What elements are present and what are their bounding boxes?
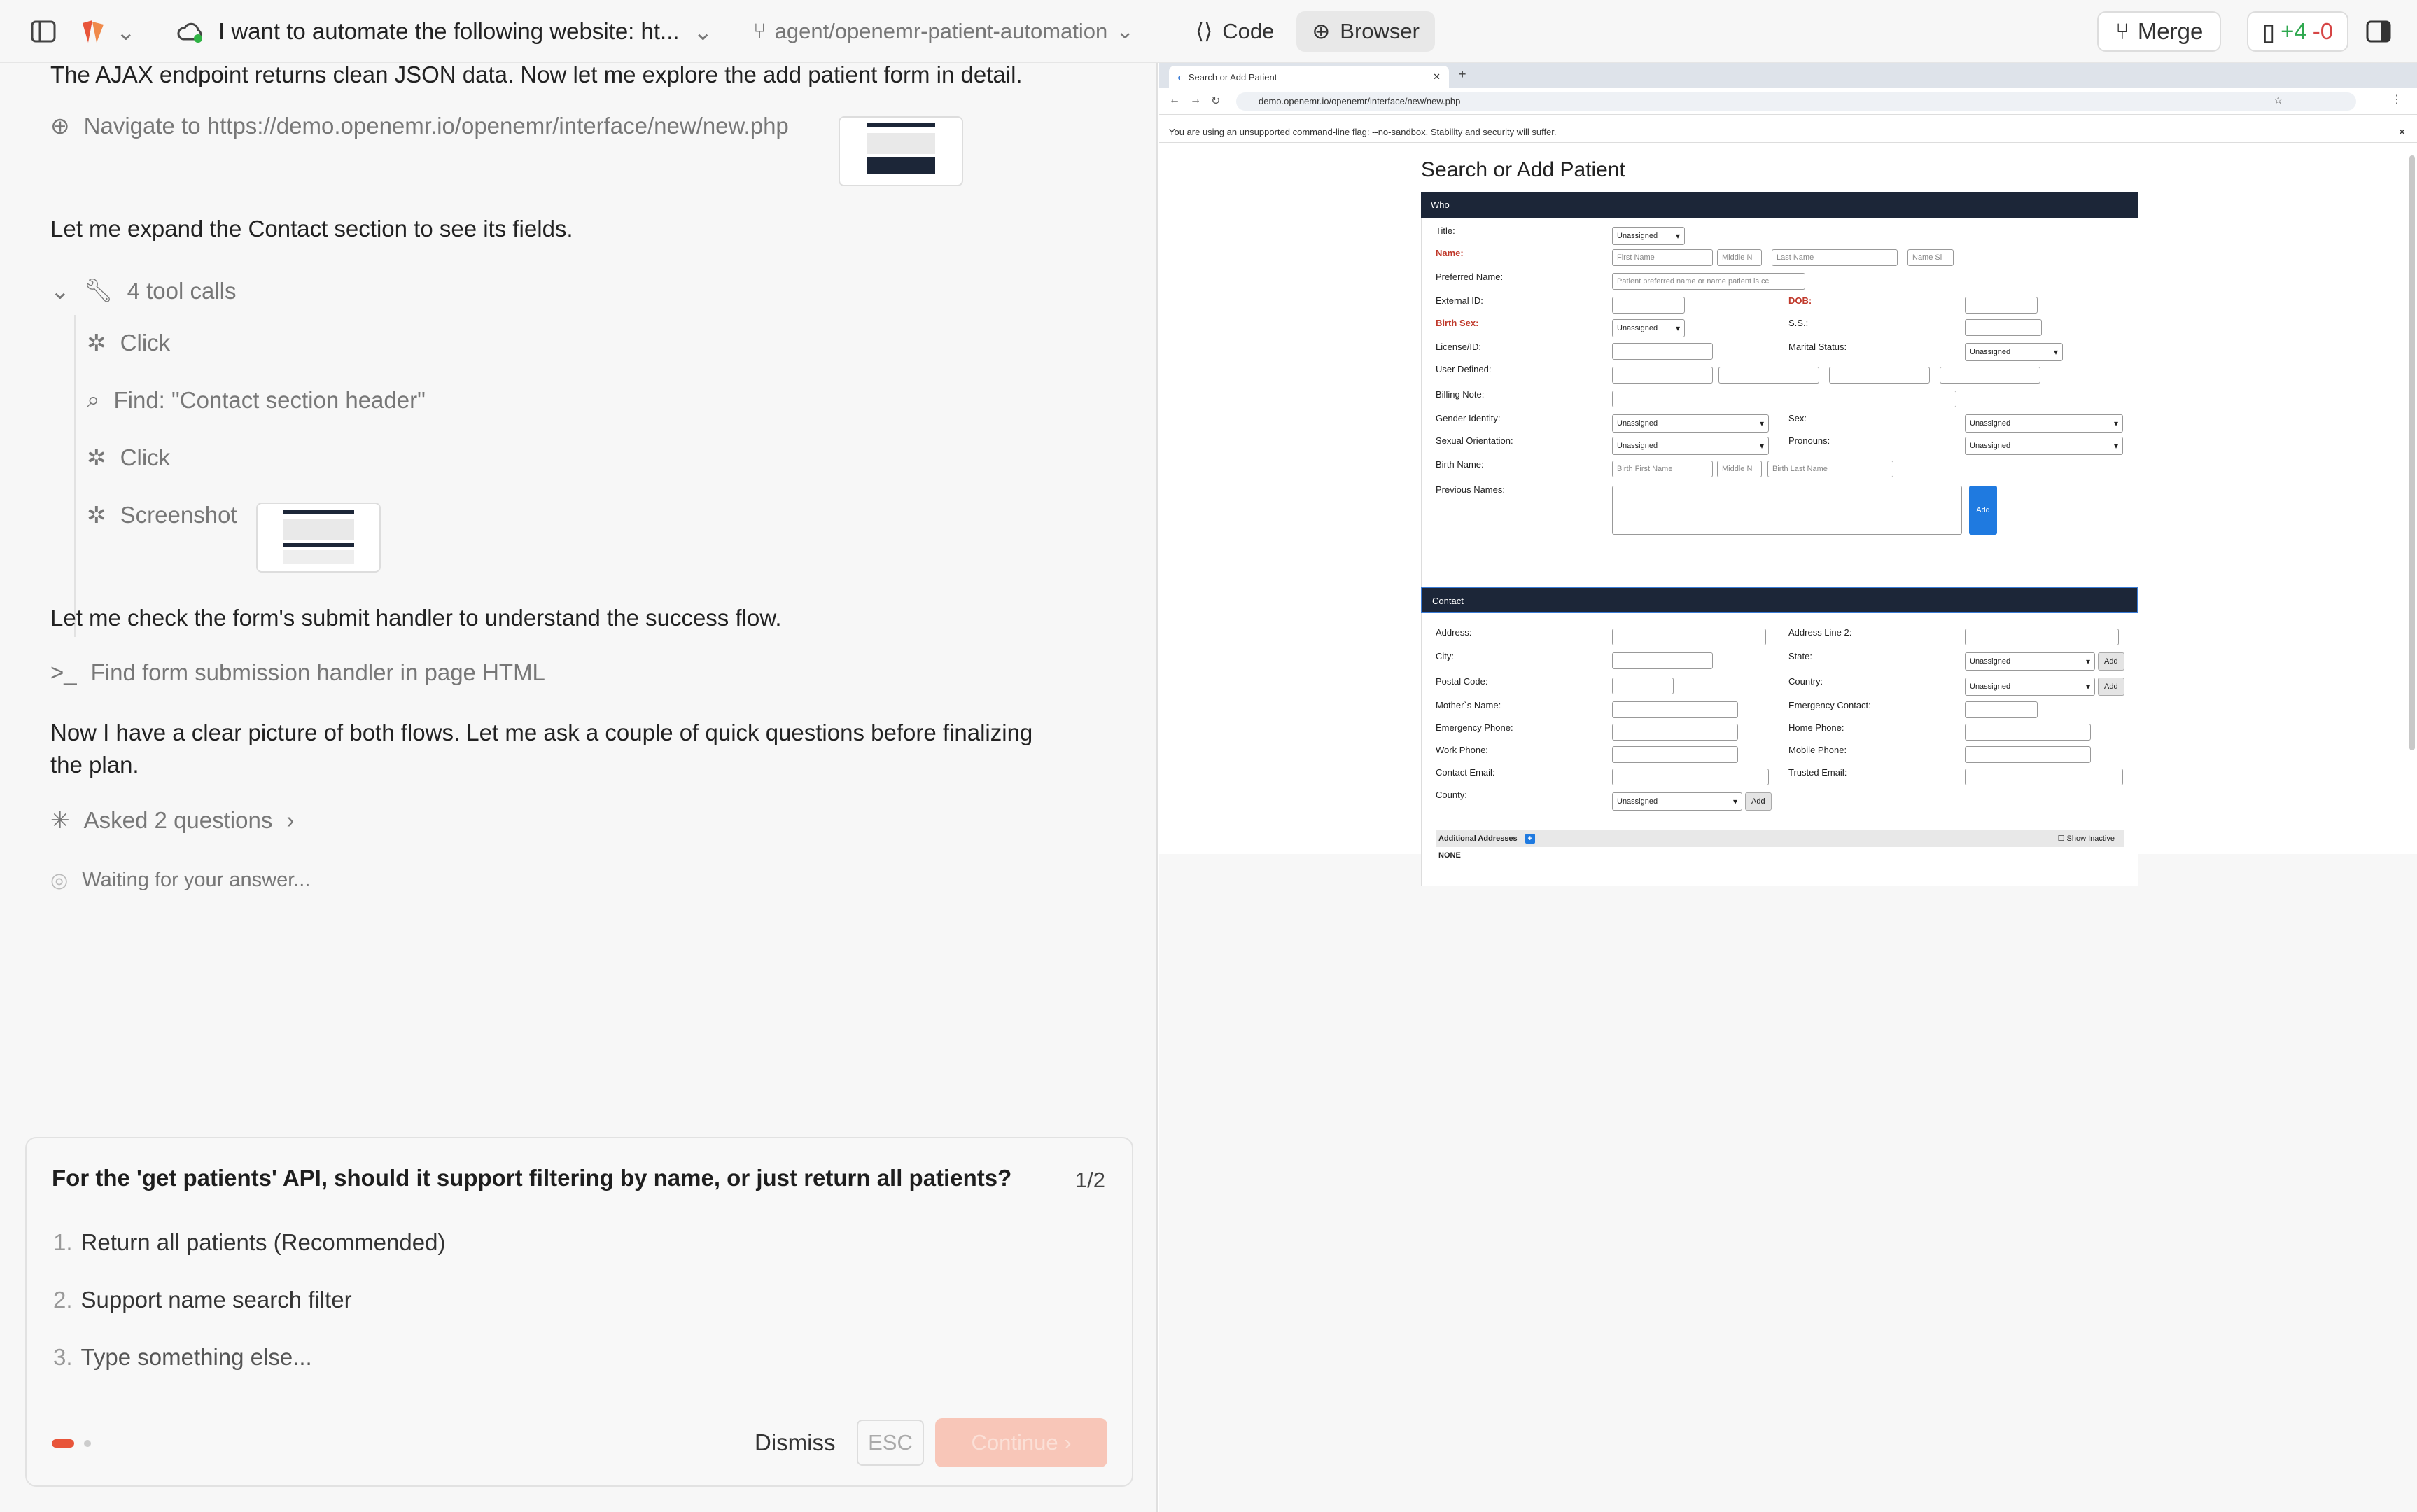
field-label: Postal Code: bbox=[1436, 676, 1488, 687]
terminal-tool-label: Find form submission handler in page HTML bbox=[90, 659, 545, 685]
field-label: Mother`s Name: bbox=[1436, 700, 1501, 710]
browser-menu-icon[interactable]: ⋮ bbox=[2391, 94, 2402, 106]
field-label: Name: bbox=[1436, 248, 1464, 258]
option-number: 1. bbox=[53, 1229, 73, 1255]
user-defined-input[interactable] bbox=[1829, 367, 1930, 384]
panel-toggle-icon[interactable] bbox=[2366, 0, 2391, 63]
field-label: External ID: bbox=[1436, 295, 1483, 306]
tool-call-find[interactable] bbox=[87, 386, 426, 414]
assistant-message: The AJAX endpoint returns clean JSON data. Now let me explore the add patient form in detail. bbox=[50, 63, 1023, 88]
search-icon: ⌕ bbox=[87, 386, 100, 412]
contact-section-body bbox=[1421, 613, 2138, 886]
tool-call-label: Click bbox=[120, 329, 171, 356]
field-label: Title: bbox=[1436, 225, 1455, 236]
branch-name: agent/openemr-patient-automation bbox=[774, 19, 1108, 43]
state-select[interactable]: Unassigned ▾ bbox=[1965, 652, 2095, 671]
tool-call-label: Click bbox=[120, 444, 171, 470]
question-counter: 1/2 bbox=[1074, 1168, 1105, 1192]
new-tab-icon[interactable]: + bbox=[1459, 67, 1466, 81]
close-icon[interactable]: ✕ bbox=[2398, 127, 2406, 137]
ss-input[interactable] bbox=[1965, 319, 2042, 336]
option-label: Type something else... bbox=[80, 1344, 312, 1370]
add-previous-name-button[interactable]: Add bbox=[1969, 486, 1997, 535]
asked-questions-toggle[interactable] bbox=[50, 806, 294, 834]
asked-questions-label: Asked 2 questions bbox=[83, 806, 273, 833]
chevron-right-icon: › bbox=[286, 806, 295, 833]
user-defined-input[interactable] bbox=[1612, 367, 1713, 384]
field-label: Marital Status: bbox=[1788, 342, 1847, 352]
middle-name-input[interactable]: Middle N bbox=[1717, 249, 1762, 266]
add-county-button[interactable]: Add bbox=[1745, 792, 1772, 811]
continue-label: Continue bbox=[971, 1430, 1058, 1455]
field-label: Emergency Phone: bbox=[1436, 722, 1513, 733]
scrollbar-thumb[interactable] bbox=[2409, 155, 2415, 750]
waiting-label: Waiting for your answer... bbox=[82, 869, 311, 891]
tool-call-screenshot[interactable] bbox=[87, 501, 237, 528]
marital-status-select[interactable]: Unassigned ▾ bbox=[1965, 343, 2063, 361]
esc-key-hint: ESC bbox=[857, 1420, 924, 1466]
field-label: DOB: bbox=[1788, 295, 1812, 306]
diff-stats-button[interactable] bbox=[2247, 11, 2348, 52]
field-label: Birth Name: bbox=[1436, 459, 1484, 470]
preferred-name-input[interactable]: Patient preferred name or name patient is cc bbox=[1612, 273, 1805, 290]
sexual-orientation-select[interactable]: Unassigned ▾ bbox=[1612, 437, 1769, 455]
app-logo-menu[interactable] bbox=[78, 0, 136, 63]
tool-call-label: Screenshot bbox=[120, 501, 237, 528]
field-label: Work Phone: bbox=[1436, 745, 1488, 755]
navigate-screenshot-thumbnail[interactable] bbox=[839, 116, 963, 186]
first-name-input[interactable]: First Name bbox=[1612, 249, 1713, 266]
patient-form bbox=[1421, 158, 2138, 886]
merge-label: Merge bbox=[2137, 18, 2204, 44]
globe-icon: ⊕ bbox=[50, 113, 70, 139]
page-dot-active bbox=[52, 1439, 74, 1448]
favicon-icon: ◐ bbox=[1177, 71, 1183, 83]
mobile-phone-input[interactable] bbox=[1965, 746, 2091, 763]
browser-tab[interactable] bbox=[1169, 66, 1449, 88]
field-label: Gender Identity: bbox=[1436, 413, 1501, 424]
trusted-email-input[interactable] bbox=[1965, 769, 2123, 785]
field-label: Home Phone: bbox=[1788, 722, 1844, 733]
assistant-message-line: Now I have a clear picture of both flows. Let me ask a couple of quick questions before finalizing bbox=[50, 720, 1033, 746]
additional-addresses-label: Additional Addresses bbox=[1438, 834, 1518, 843]
spinner-icon: ✳ bbox=[50, 807, 70, 833]
show-inactive-label: Show Inactive bbox=[2066, 834, 2115, 843]
option-label: Return all patients (Recommended) bbox=[80, 1229, 446, 1255]
question-text: For the 'get patients' API, should it support filtering by name, or just return all patients? bbox=[52, 1165, 1012, 1191]
file-icon: ▯ bbox=[2262, 18, 2276, 45]
reload-icon[interactable]: ↻ bbox=[1211, 95, 1221, 107]
tool-call-click[interactable] bbox=[87, 329, 170, 356]
home-phone-input[interactable] bbox=[1965, 724, 2091, 741]
county-select[interactable]: Unassigned ▾ bbox=[1612, 792, 1742, 811]
field-label: Emergency Contact: bbox=[1788, 700, 1871, 710]
gender-identity-select[interactable]: Unassigned ▾ bbox=[1612, 414, 1769, 433]
url-input[interactable]: demo.openemr.io/openemr/interface/new/new.php bbox=[1236, 92, 2356, 111]
field-label: County: bbox=[1436, 790, 1467, 800]
browser-tab-strip bbox=[1159, 63, 2417, 88]
sex-select[interactable]: Unassigned ▾ bbox=[1965, 414, 2123, 433]
field-label: Birth Sex: bbox=[1436, 318, 1479, 328]
additional-addresses-bar bbox=[1436, 830, 2124, 847]
option-label: Support name search filter bbox=[80, 1287, 352, 1312]
screenshot-thumbnail[interactable] bbox=[256, 503, 381, 573]
diff-additions: +4 bbox=[2281, 18, 2307, 44]
chevron-down-icon: ⌄ bbox=[116, 18, 136, 45]
assistant-message: Let me check the form's submit handler to understand the success flow. bbox=[50, 605, 782, 631]
tab-browser-label: Browser bbox=[1340, 19, 1420, 43]
user-defined-input[interactable] bbox=[1718, 367, 1819, 384]
tab-code-label: Code bbox=[1222, 19, 1275, 43]
field-label: License/ID: bbox=[1436, 342, 1482, 352]
merge-icon: ⑂ bbox=[2115, 18, 2129, 44]
city-input[interactable] bbox=[1612, 652, 1713, 669]
field-label: Address Line 2: bbox=[1788, 627, 1852, 638]
field-label: Sexual Orientation: bbox=[1436, 435, 1513, 446]
tab-code[interactable] bbox=[1180, 11, 1289, 52]
option-number: 2. bbox=[53, 1287, 73, 1312]
billing-note-input[interactable] bbox=[1612, 391, 1956, 407]
terminal-icon: >_ bbox=[50, 659, 77, 685]
last-name-input[interactable]: Last Name bbox=[1772, 249, 1898, 266]
field-label: Address: bbox=[1436, 627, 1472, 638]
field-label: User Defined: bbox=[1436, 364, 1492, 374]
birth-middle-name-input[interactable]: Middle N bbox=[1717, 461, 1762, 477]
tool-calls-label: 4 tool calls bbox=[127, 277, 237, 304]
emergency-contact-input[interactable] bbox=[1965, 701, 2038, 718]
sidebar-toggle-icon[interactable] bbox=[31, 0, 56, 63]
globe-icon: ⊕ bbox=[1312, 19, 1331, 43]
who-section-body bbox=[1421, 218, 2138, 587]
waiting-icon: ◎ bbox=[50, 869, 69, 892]
cloud-icon bbox=[176, 20, 204, 43]
field-label: Pronouns: bbox=[1788, 435, 1830, 446]
assistant-message-line: the plan. bbox=[50, 752, 139, 778]
app-logo-icon bbox=[78, 18, 109, 46]
continue-button[interactable]: Continue › bbox=[935, 1418, 1107, 1467]
add-country-button[interactable]: Add bbox=[2098, 678, 2124, 696]
section-who-header[interactable] bbox=[1421, 192, 2138, 218]
field-label: Previous Names: bbox=[1436, 484, 1505, 495]
merge-button[interactable] bbox=[2097, 11, 2221, 52]
contact-email-input[interactable] bbox=[1612, 769, 1769, 785]
mothers-name-input[interactable] bbox=[1612, 701, 1738, 718]
bookmark-icon[interactable]: ☆ bbox=[2274, 94, 2283, 106]
birth-first-name-input[interactable]: Birth First Name bbox=[1612, 461, 1713, 477]
navigate-tool-call[interactable] bbox=[50, 112, 789, 139]
tool-calls-divider bbox=[74, 315, 76, 637]
navigate-label: Navigate to https://demo.openemr.io/openemr/interface/new/new.php bbox=[83, 112, 789, 139]
terminal-tool-call[interactable] bbox=[50, 659, 545, 686]
work-phone-input[interactable] bbox=[1612, 746, 1738, 763]
browser-address-bar bbox=[1159, 88, 2417, 115]
postal-code-input[interactable] bbox=[1612, 678, 1674, 694]
tab-browser[interactable] bbox=[1296, 11, 1435, 52]
pointer-click-icon: ✲ bbox=[87, 444, 106, 470]
birth-last-name-input[interactable]: Birth Last Name bbox=[1767, 461, 1893, 477]
chevron-down-icon: ⌄ bbox=[693, 18, 713, 45]
back-icon[interactable]: ← bbox=[1169, 94, 1180, 106]
name-suffix-input[interactable]: Name Si bbox=[1907, 249, 1954, 266]
birth-sex-select[interactable]: Unassigned ▾ bbox=[1612, 319, 1685, 337]
option-name-filter[interactable] bbox=[53, 1287, 352, 1313]
previous-names-list[interactable] bbox=[1612, 486, 1962, 535]
field-label: Preferred Name: bbox=[1436, 272, 1504, 282]
address-input[interactable] bbox=[1612, 629, 1766, 645]
show-inactive-checkbox[interactable]: ☐ Show Inactive bbox=[2057, 834, 2115, 843]
emergency-phone-input[interactable] bbox=[1612, 724, 1738, 741]
dob-input[interactable] bbox=[1965, 297, 2038, 314]
diff-deletions: -0 bbox=[2312, 18, 2334, 44]
section-contact-header[interactable] bbox=[1421, 587, 2138, 613]
branch-selector[interactable] bbox=[753, 0, 1134, 63]
license-id-input[interactable] bbox=[1612, 343, 1713, 360]
form-title: Search or Add Patient bbox=[1421, 158, 1625, 181]
user-defined-input[interactable] bbox=[1940, 367, 2040, 384]
tool-call-click[interactable] bbox=[87, 444, 170, 471]
chevron-down-icon: ⌄ bbox=[1116, 19, 1135, 43]
page-scrollbar[interactable] bbox=[2407, 146, 2417, 916]
git-branch-icon: ⑂ bbox=[753, 19, 766, 43]
field-label: Country: bbox=[1788, 676, 1823, 687]
field-label: S.S.: bbox=[1788, 318, 1809, 328]
chevron-down-icon: ⌄ bbox=[50, 278, 70, 304]
field-label: State: bbox=[1788, 651, 1812, 662]
forward-icon[interactable]: → bbox=[1190, 94, 1201, 106]
address-line2-input[interactable] bbox=[1965, 629, 2119, 645]
browser-viewport bbox=[1159, 63, 2417, 860]
tool-call-label: Find: "Contact section header" bbox=[113, 386, 426, 413]
wrench-icon: 🔧︎ bbox=[83, 277, 113, 303]
top-bar bbox=[0, 0, 2417, 63]
field-label: City: bbox=[1436, 651, 1454, 662]
warning-text: You are using an unsupported command-line flag: --no-sandbox. Stability and security will suffer. bbox=[1169, 127, 1557, 137]
browser-tab-title: Search or Add Patient bbox=[1188, 71, 1277, 83]
field-label: Contact Email: bbox=[1436, 767, 1495, 778]
pointer-click-icon: ✲ bbox=[87, 502, 106, 528]
question-card bbox=[25, 1137, 1133, 1487]
pronouns-select[interactable]: Unassigned ▾ bbox=[1965, 437, 2123, 455]
title-select[interactable]: Unassigned ▾ bbox=[1612, 227, 1685, 245]
tool-calls-toggle[interactable] bbox=[50, 277, 236, 304]
sandbox-warning-bar bbox=[1159, 122, 2417, 143]
pointer-click-icon: ✲ bbox=[87, 330, 106, 356]
close-tab-icon[interactable]: ✕ bbox=[1433, 71, 1441, 82]
task-title: I want to automate the following website: ht... bbox=[218, 18, 680, 44]
dismiss-button[interactable]: Dismiss bbox=[755, 1429, 836, 1455]
add-address-icon[interactable]: + bbox=[1525, 834, 1535, 844]
no-addresses-text: NONE bbox=[1438, 851, 1461, 860]
field-label: Sex: bbox=[1788, 413, 1807, 424]
field-label: Trusted Email: bbox=[1788, 767, 1847, 778]
external-id-input[interactable] bbox=[1612, 297, 1685, 314]
field-label: Mobile Phone: bbox=[1788, 745, 1847, 755]
option-other-input[interactable] bbox=[53, 1344, 312, 1371]
section-contact-label: Contact bbox=[1432, 596, 1464, 606]
waiting-status bbox=[50, 868, 310, 892]
section-who-label: Who bbox=[1431, 200, 1450, 210]
field-label: Billing Note: bbox=[1436, 389, 1485, 400]
add-state-button[interactable]: Add bbox=[2098, 652, 2124, 671]
task-title-dropdown[interactable] bbox=[176, 0, 713, 63]
code-icon: ⟨⟩ bbox=[1196, 19, 1213, 43]
assistant-message: Let me expand the Contact section to see its fields. bbox=[50, 216, 573, 241]
option-number: 3. bbox=[53, 1344, 73, 1370]
country-select[interactable]: Unassigned ▾ bbox=[1965, 678, 2095, 696]
browser-panel bbox=[1159, 63, 2417, 1512]
option-return-all[interactable] bbox=[53, 1229, 445, 1256]
page-dot bbox=[84, 1440, 91, 1447]
